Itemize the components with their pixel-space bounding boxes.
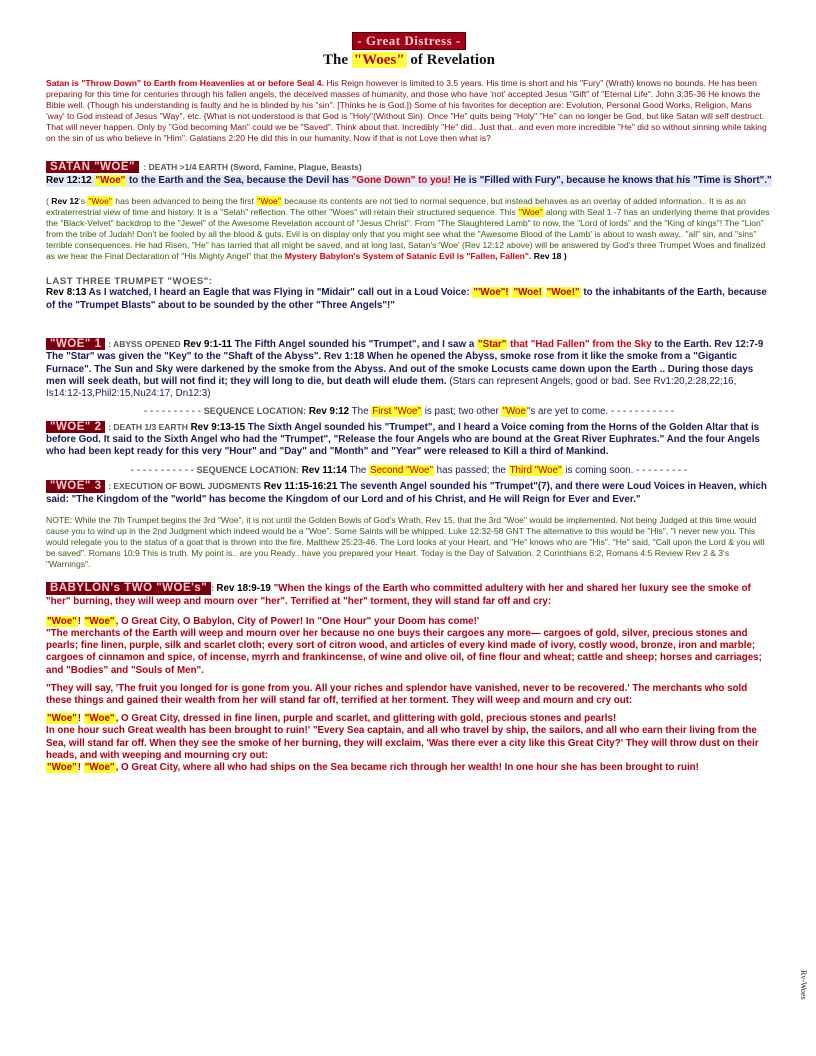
- sequence-text: is past; two other: [421, 405, 502, 417]
- verse-text: to the inhabitants of the Earth, because of the "Trumpet Blasts" about to be sounded by the other "Three Angels"!": [46, 287, 767, 311]
- divider: - - - - - - - - -: [636, 465, 688, 477]
- sequence-text: The: [346, 465, 370, 477]
- sequence-text: is coming soon.: [562, 465, 634, 477]
- intro-body: His Reign however is limited to 3.5 years. His time is short and his "Fury" (Wrath) knows no bounds. He has been preparing for this time for centuries through his fallen angels, the deceived masses of humanity, and those who have 'not' accepted Jesus "Gift" of "Eternal Life". John 3:35-36 He knows the Bible well. (Though his understanding is faulty and he is blinded by his "sin". [Thinks he is God.]) Some of his favorites for deception are: Evolution, Personal Good Works, Religion, Mans 'way' to God instead of Jesus "Way", etc. {What is not understood is that God is "Holy"(Without Sin). Once "He" quits being "Holy" "He" can no longer be God, but like Satan will self destruct. That will never happen. Only by "God becoming Man" could we be "Saved". Think about that. Incredibly "He" did.. Just that.. and even more incredible "He" did so without sinning while taking on the sin of us who believe in "Him". Galatians 2:20 He did this in our humanity. Now if that is not Love then what is?: [46, 78, 767, 144]
- babylon-woe-line-2: "Woe"! "Woe", O Great City, dressed in fine linen, purple and scarlet, and glittering with gold, precious stones and pearls! In one hour such Great wealth has been brought to ruin!' "Every Sea captain, and all who travel by ship, the sailors, and all who earn their living from the Sea, will stand far off. When they see the smoke of her burning, they will exclaim, 'Was there ever a city like this Great City?' They will throw dust on their heads, and with weeping and mourning cry out: "Woe"! "Woe", O Great City, where all who had ships on the Sea became rich through her wealth! In one hour she has been brought to ruin!: [46, 713, 759, 774]
- verse-ref: Rev 9:13-15: [190, 421, 246, 433]
- highlight: Third "Woe": [509, 465, 562, 477]
- babylon-colon: :: [211, 583, 217, 594]
- verse-text: "When the kings of the Earth who committed adultery with her and shared her luxury see the smoke of "her" burning, they will weep and mourn over "her". Terrified at "her" torment, they will stand far off and cry:: [46, 583, 751, 607]
- woe3-note: NOTE: While the 7th Trumpet begins the 3rd "Woe", it is not until the Golden Bowls of God's Wrath, Rev 15, that the 3rd "Woe" would be implemented. Not being Judged at this time would cause you to wind up in the 2nd Judgment which indeed would be a "Woe". Some Saints will be whipped. Luke 12:32-58 GNT The alternative to this would be "His", "I never new you. This would relegate you to the status of a goat that is thrown into the fire. Matthew 25:23-46. The Lord looks at your Heart, and "He" knows who are "His". "He" said, "Call upon the Lord & you will be saved". Romans 10:9 This is truth. My point is.. are you Ready.. have you prepared your Heart. Today is the Day of Salvation. 2 Corinthians 6:2, Romans 4:5 Review Rev 2 & 3's "Warnings".: [46, 514, 765, 570]
- last-three-heading: LAST THREE TRUMPET "WOES":: [46, 276, 213, 288]
- sequence-location-2: [46, 465, 772, 476]
- sequence-text: has passed; the: [433, 465, 509, 477]
- verse-ref: Rev 8:13: [46, 287, 87, 299]
- woe3-heading: "WOE" 3: [46, 480, 105, 492]
- highlight: "Woe": [88, 195, 112, 206]
- verse-red-text: that "Had Fallen" from the Sky: [507, 339, 652, 351]
- highlight: "Star": [478, 339, 507, 351]
- verse-text: The seventh Angel sounded his "Trumpet"(7), and there were Loud Voices in Heaven, which said: "The Kingdom of the "world" has become the Kingdom of our Lord and of his Christ, and He will Reign for Ever and Ever.": [46, 481, 767, 505]
- divider: - - - - - - - - - - -: [611, 405, 675, 417]
- divider: - - - - - - - - - - -: [130, 465, 194, 477]
- verse-text: The Sixth Angel sounded his "Trumpet", and I heard a Voice coming from the Horns of the Golden Altar that is before God. It said to the Sixth Angel who had the "Trumpet", "Release the four Angels who are bound at the Great River Euphrates." And the four Angels who had been kept ready for this very "Hour" and "Day" and "Month" and "Year" were released to Kill a third of Mankind.: [46, 421, 760, 458]
- intro-lead: Satan is "Throw Down" to Earth from Heavenlies at or before Seal 4.: [46, 78, 324, 88]
- verse-ref: Rev 18:9-19: [216, 583, 271, 595]
- highlight: "Woe!: [513, 287, 542, 299]
- woe1-verse: [46, 338, 772, 400]
- satan-woe-heading: SATAN "WOE": [46, 161, 139, 173]
- woe3-subheading: : EXECUTION OF BOWL JUDGMENTS: [108, 481, 262, 492]
- woe1-heading: "WOE" 1: [46, 338, 105, 350]
- verse-text: , O Great City, O Babylon, City of Power! In "One Hour" your Doom has come!': [115, 615, 480, 627]
- highlight: "Woe": [84, 762, 115, 774]
- verse-ref: Rev 12:12: [46, 174, 92, 186]
- verse-red-text: "Gone Down" to you!: [351, 174, 451, 186]
- verse-text: In one hour such Great wealth has been brought to ruin!' "Every Sea captain, and all who travel by ship, the sailors, and all who earn their living from the Sea, will stand far off. When they see the smoke of her burning, they will exclaim, 'Was there ever a city like this Great City?' They will throw dust on their heads, and with weeping and mourning cry out:: [46, 725, 759, 761]
- sequence-label: SEQUENCE LOCATION:: [203, 405, 307, 416]
- verse-text: "They will say, 'The fruit you longed for is gone from you. All your riches and splendor have vanished, never to be recovered.' The merchants who sold these things and gained their wealth from her will stand far off, terrified at her torment. They will weep and mourn and cry out:: [46, 682, 748, 707]
- note-text: because its contents are not tied to normal sequence, but instead behaves as an overlay of added information.. It is as an extraterrestrial view of time and history. It is a "Selah" reflection. The other "Woes" will retain their structured sequence. This: [46, 195, 746, 217]
- babylon-body: [46, 616, 772, 774]
- note-text: has been advanced to being the first: [112, 195, 257, 206]
- verse-ref: Rev 9:1-11: [183, 339, 232, 351]
- banner-label: - Great Distress -: [352, 32, 465, 50]
- highlight: "Woe": [519, 206, 543, 217]
- highlight: "'Woe"!: [473, 287, 509, 299]
- title-highlight: "Woes": [353, 52, 405, 68]
- satan-verse: [46, 175, 772, 187]
- verse-text: , O Great City, where all who had ships on the Sea became rich through her wealth! In one hour she has been brought to ruin!: [115, 762, 699, 774]
- highlight: "Woe: [502, 405, 526, 417]
- highlight: "Woe": [47, 762, 77, 774]
- verse-text: to the Earth. Rev 12:7-9 The "Star" was given the "Key" to the "Shaft of the Abyss". Rev 1:18 When he opened the Abyss, smoke rose from it like the smoke from a "Gigantic Furnace". The Sun and Sky were darkened by the smoke from the Abyss. And out of the smoke Locusts came down upon the Earth .. During those days men will seek death, but will not find it; they will long to die, but death will elude them.: [46, 339, 764, 387]
- highlight: "Woe": [84, 615, 115, 627]
- babylon-heading: BABYLON's TWO "WOE's": [46, 582, 211, 594]
- note-text: (: [46, 195, 52, 206]
- intro-paragraph: [46, 78, 772, 145]
- babylon-intro: [46, 582, 772, 607]
- sequence-label: SEQUENCE LOCATION:: [196, 465, 299, 476]
- woe1-subheading: : ABYSS OPENED: [108, 339, 181, 350]
- verse-ref: Rev 11:14: [301, 465, 347, 477]
- sequence-location-1: [46, 406, 772, 417]
- verse-text: to the Earth and the Sea, because the Devil has: [126, 174, 352, 186]
- document-page: [46, 32, 772, 780]
- banner: [46, 32, 772, 50]
- highlight: "Woe!": [546, 287, 580, 299]
- verse-text: "The merchants of the Earth will weep and mourn over her because no one buys their cargoes any more— cargoes of gold, silver, precious stones and pearls; fine linen, purple, silk and scarlet cloth; every sort of citron wood, and articles of every kind made of ivory, costly wood, bronze, iron and marble; cargoes of cinnamon and spice, of incense, myrrh and frankincense, of wine and olive oil, of fine flour and wheat; cattle and sheep; horses and carriages; and "Bodies" and "Souls of Men".: [46, 628, 762, 676]
- title-post: of Revelation: [406, 52, 495, 68]
- highlight: "Woe": [95, 174, 126, 186]
- sequence-text: The: [349, 405, 372, 417]
- babylon-paragraph-3: [46, 683, 772, 707]
- highlight: Second "Woe": [370, 465, 433, 477]
- sequence-text: "s are yet to come.: [526, 405, 609, 417]
- highlight: First "Woe": [372, 405, 421, 417]
- highlight: "Woe": [84, 713, 115, 725]
- note-text: along with Seal 1 -7 has an underlying theme that provides the "Black-Velvet" backdrop to the "Jewel" of the Awesome Revelation account of "Jesus Christ". From "The Slaughtered Lamb" to now, the "Lord of lords" and the "King of kings"! The "Lion" from the tribe of Judah! Don't be fooled by all the blood & guts. Evil is on display only that you might see what the "Awesome Blood of the Lamb' is about to wash away.. "all" sin, and "sins" terrible consequences. He had Risen, "He" has tarried that all might be saved, and at long last, Satan's 'Woe' (Rev 12:12 above) will be answered by God's three Trumpet Woes and finalized as we hear the Final Declaration of "His Mighty Angel" that the: [46, 206, 770, 262]
- satan-woe-subheading: : DEATH >1/4 EARTH (Sword, Famine, Plague, Beasts): [143, 161, 362, 172]
- note-ref: Rev 12: [51, 195, 79, 206]
- woe2-verse: [46, 421, 772, 459]
- note-text: 's: [78, 195, 88, 206]
- verse-text: As I watched, I heard an Eagle that was Flying in "Midair" call out in a Loud Voice:: [86, 287, 473, 299]
- note-red-text: Mystery Babylon's System of Satanic Evil is "Fallen, Fallen".: [284, 251, 532, 262]
- woe3-verse: [46, 480, 772, 506]
- satan-note: [46, 196, 772, 263]
- verse-text: , O Great City, dressed in fine linen, purple and scarlet, and glittering with gold, precious stones and pearls!: [115, 713, 617, 725]
- highlight: "Woe": [47, 615, 77, 627]
- satan-woe-section: [46, 157, 772, 263]
- woe2-subheading: : DEATH 1/3 EARTH: [108, 421, 188, 432]
- babylon-section: [46, 582, 772, 774]
- last-three-verse: [46, 287, 772, 312]
- highlight: "Woe": [47, 713, 77, 725]
- woe2-heading: "WOE" 2: [46, 421, 105, 433]
- divider: - - - - - - - - - -: [143, 405, 201, 417]
- babylon-woe-line-1: "Woe"! "Woe", O Great City, O Babylon, City of Power! In "One Hour" your Doom has come!' "The merchants of the Earth will weep and mourn over her because no one buys their cargoes any more— cargoes of gold, silver, precious stones and pearls; fine linen, purple, silk and scarlet cloth; every sort of citron wood, and articles of every kind made of ivory, costly wood, bronze, iron and marble; cargoes of cinnamon and spice, of incense, myrrh and frankincense, of wine and olive oil, of fine flour and wheat; cattle and sheep; horses and carriages; and "Bodies" and "Souls of Men".: [46, 615, 762, 676]
- verse-text: The Fifth Angel sounded his "Trumpet", and I saw a: [231, 339, 478, 351]
- note-ref: Rev 18 ): [531, 251, 567, 262]
- verse-note: (Stars can represent Angels, good or bad. See Rv1:20,2:28,22;16, Is14:12-13,Phil2:15,Nu24:17, Dn12:3): [46, 375, 737, 400]
- verse-text: He is "Filled with Fury", because he knows that his "Time is Short".": [450, 174, 772, 186]
- verse-ref: Rev 11:15-16:21: [263, 481, 338, 493]
- page-title: [46, 52, 772, 69]
- title-pre: The: [323, 52, 352, 68]
- last-three-section: [46, 276, 772, 312]
- verse-ref: Rev 9:12: [308, 405, 350, 417]
- side-label: Rv-Woes: [799, 970, 808, 1000]
- highlight: "Woe": [257, 195, 281, 206]
- woe1-section: [46, 338, 772, 400]
